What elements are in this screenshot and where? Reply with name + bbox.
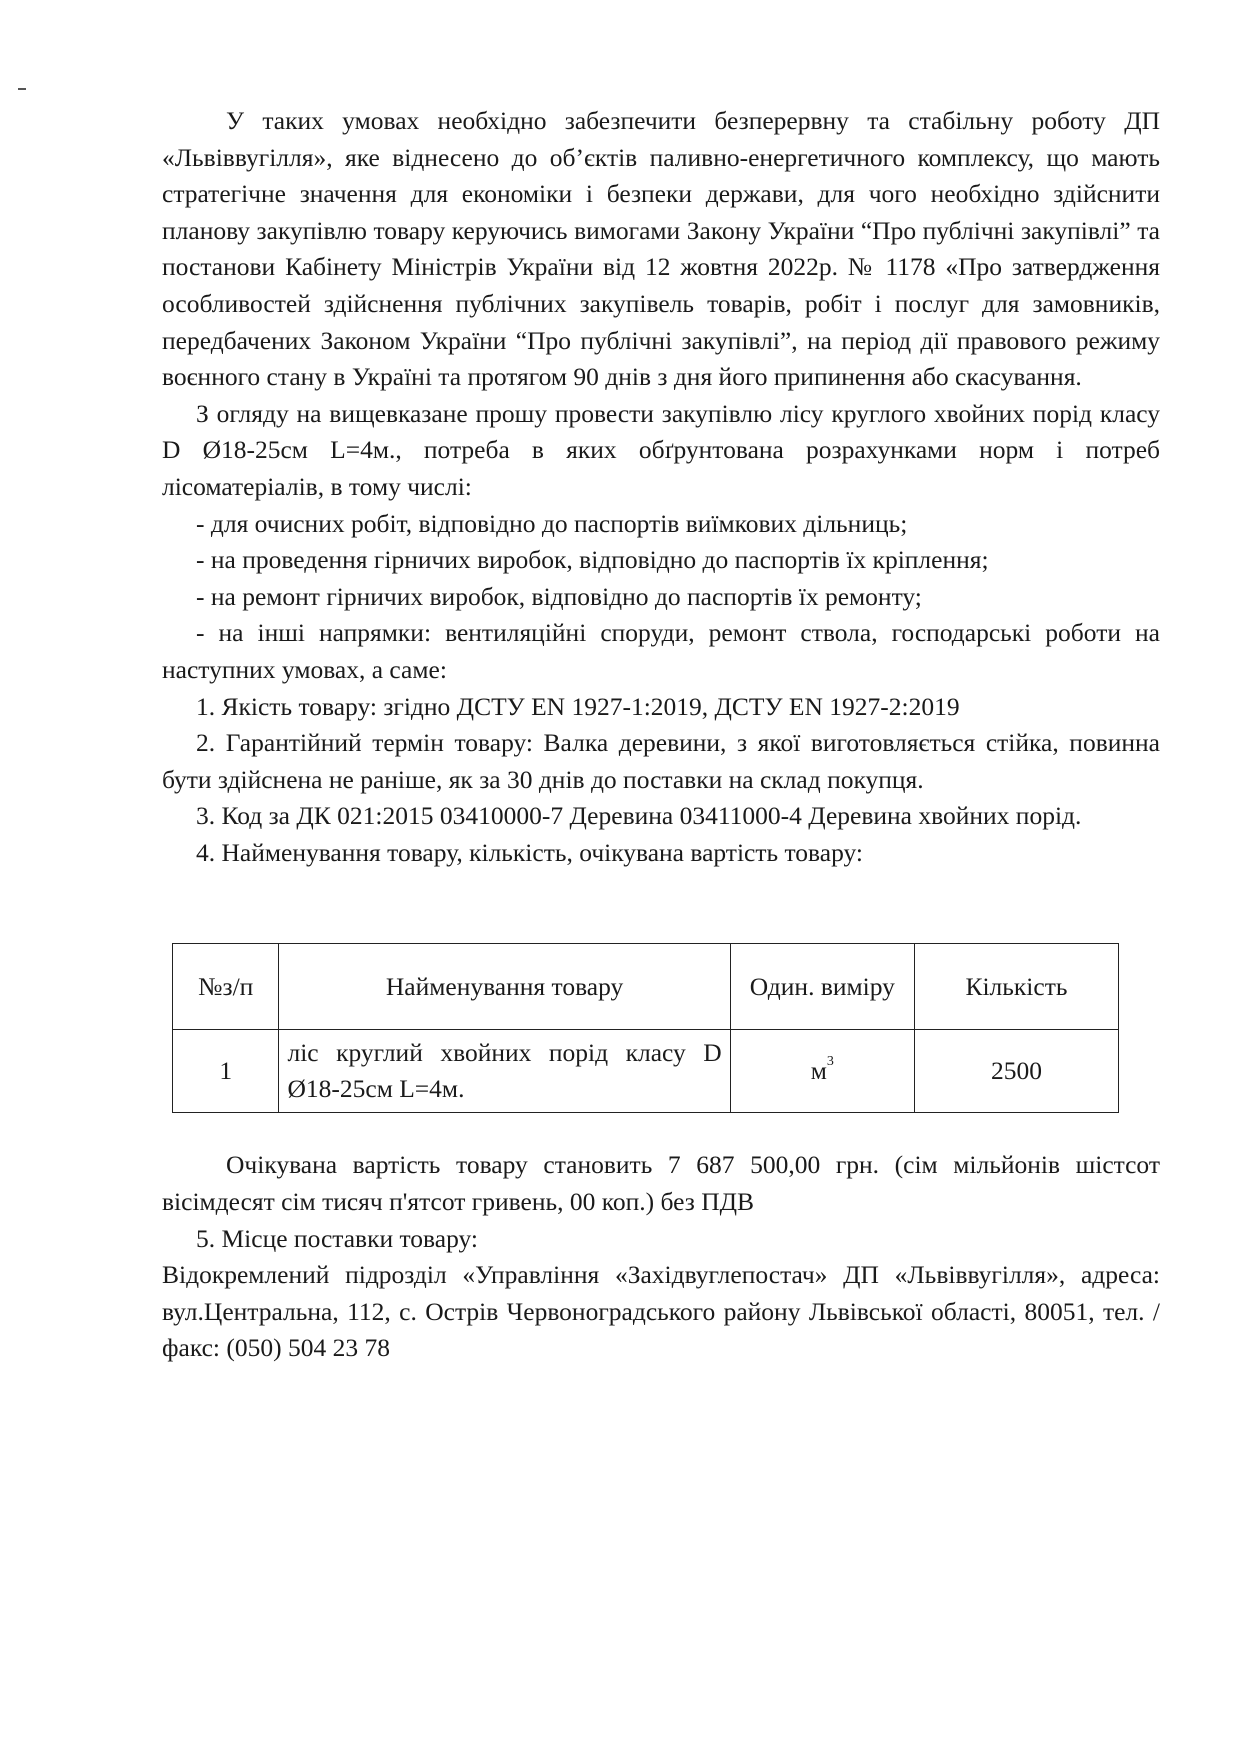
header-name: Найменування товару bbox=[279, 944, 730, 1030]
row-unit-text: м bbox=[810, 1056, 827, 1086]
scan-mark bbox=[18, 88, 26, 90]
row-unit bbox=[730, 1030, 914, 1113]
numbered-item: 3. Код за ДК 021:2015 03410000-7 Деревина 03411000-4 Деревина хвойних порід. bbox=[196, 801, 1082, 831]
document-page bbox=[162, 103, 1160, 1367]
row-qty: 2500 bbox=[914, 1030, 1118, 1113]
request-paragraph: З огляду на вищевказане прошу провести закупівлю лісу круглого хвойних порід класу D Ø18-25см L=4м., потреба в яких обґрунтована розрахунками норм і потреб лісоматеріалів, в тому числі: bbox=[162, 398, 1160, 501]
row-num: 1 bbox=[173, 1030, 279, 1113]
bullet-item: - на інші напрямки: вентиляційні споруди, ремонт ствола, господарські роботи на наступних умовах, а саме: bbox=[162, 618, 1160, 684]
bullet-item: - на проведення гірничих виробок, відповідно до паспортів їх кріплення; bbox=[196, 545, 989, 575]
row-unit-sup: 3 bbox=[826, 1054, 834, 1070]
goods-table bbox=[172, 943, 1119, 1113]
header-num: №з/п bbox=[173, 944, 279, 1030]
numbered-item: 1. Якість товару: згідно ДСТУ EN 1927-1:2019, ДСТУ EN 1927-2:2019 bbox=[196, 691, 960, 721]
header-unit: Один. виміру bbox=[730, 944, 914, 1030]
numbered-item: 2. Гарантійний термін товару: Валка деревини, з якої виготовляється стійка, повинна бути здійснена не раніше, як за 30 днів до поставки на склад покупця. bbox=[162, 728, 1160, 794]
row-name: ліс круглий хвойних порід класу D Ø18-25см L=4м. bbox=[279, 1030, 730, 1113]
table-header-row bbox=[173, 944, 1119, 1030]
delivery-address: Відокремлений підрозділ «Управління «Західвуглепостач» ДП «Львіввугілля», адреса: вул.Центральна, 112, с. Острів Червоноградського району Львівської області, 80051, тел. /факс: (050) 504 23 78 bbox=[162, 1260, 1160, 1363]
table-row bbox=[173, 1030, 1119, 1113]
header-qty: Кількість bbox=[914, 944, 1118, 1030]
spacer bbox=[162, 1113, 1160, 1147]
spacer bbox=[162, 871, 1160, 943]
bullet-item: - на ремонт гірничих виробок, відповідно до паспортів їх ремонту; bbox=[196, 581, 922, 611]
intro-paragraph: У таких умовах необхідно забезпечити безперервну та стабільну роботу ДП «Львіввугілля», яке віднесено до об’єктів паливно-енергетичного комплексу, що мають стратегічне значення для економіки і безпеки держави, для чого необхідно здійснити планову закупівлю товару керуючись вимогами Закону України “Про публічні закупівлі” та постанови Кабінету Міністрів України від 12 жовтня 2022р. № 1178 «Про затвердження особливостей здійснення публічних закупівель товарів, робіт і послуг для замовників, передбачених Законом України “Про публічні закупівлі”, на період дії правового режиму воєнного стану в Україні та протягом 90 днів з дня його припинення або скасування. bbox=[162, 106, 1160, 392]
bullet-item: - для очисних робіт, відповідно до паспортів виїмкових дільниць; bbox=[196, 508, 908, 538]
cost-paragraph: Очікувана вартість товару становить 7 687 500,00 грн. (сім мільйонів шістсот вісімдесят сім тисяч п'ятсот гривень, 00 коп.) без ПДВ bbox=[162, 1150, 1160, 1217]
numbered-item: 4. Найменування товару, кількість, очікувана вартість товару: bbox=[196, 837, 863, 867]
delivery-title: 5. Місце поставки товару: bbox=[196, 1223, 478, 1253]
